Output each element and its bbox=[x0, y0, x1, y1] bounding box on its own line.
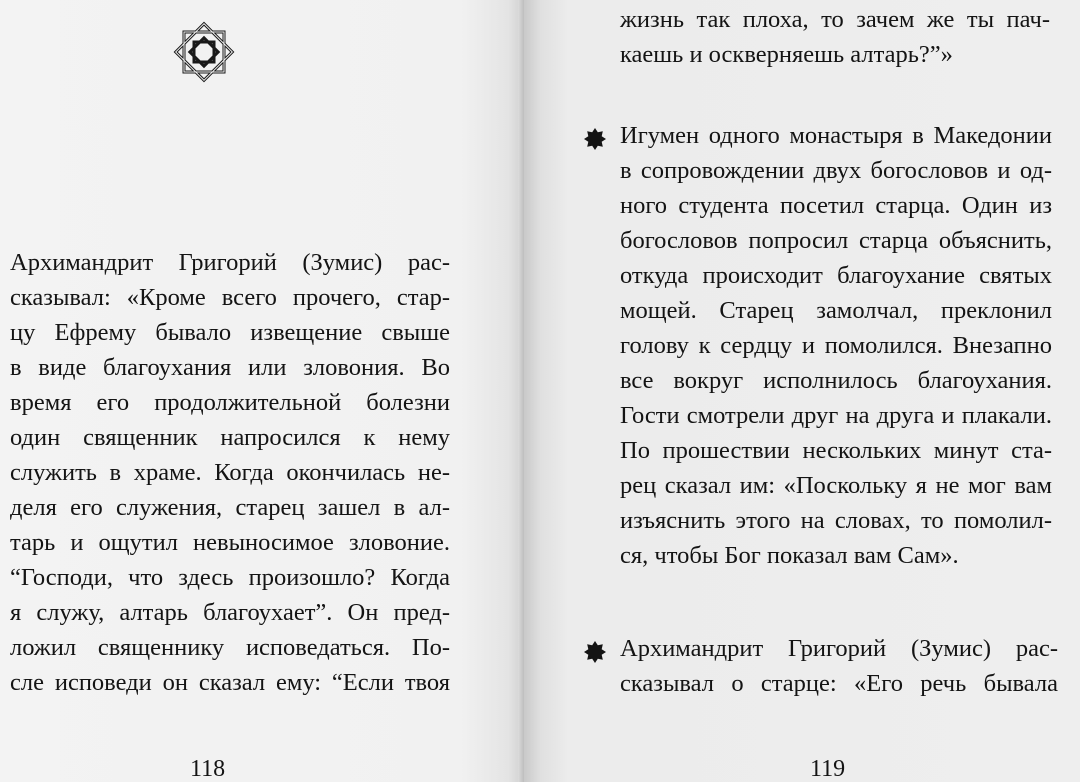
right-paragraph-1 bbox=[620, 118, 1052, 573]
left-page bbox=[0, 0, 524, 782]
text-line: “Господи, что здесь произошло? Когда bbox=[10, 564, 450, 591]
text-line: служить в храме. Когда окончилась не- bbox=[10, 459, 450, 486]
text-line: Архимандрит Григорий (Зумис) рас- bbox=[620, 635, 1058, 662]
text-line: откуда происходит благоухание святых bbox=[620, 262, 1052, 289]
text-line: сле исповеди он сказал ему: “Если твоя bbox=[10, 669, 450, 696]
text-line: все вокруг исполнилось благоухания. bbox=[620, 367, 1052, 394]
page-number-left: 118 bbox=[190, 756, 226, 782]
eight-point-star-bullet-icon bbox=[584, 641, 606, 663]
text-line: Архимандрит Григорий (Зумис) рас- bbox=[10, 249, 450, 276]
text-line: рец сказал им: «Поскольку я не мог вам bbox=[620, 472, 1052, 499]
text-line: изъяснить этого на словах, то помолил- bbox=[620, 507, 1052, 534]
text-line: Игумен одного монастыря в Македонии bbox=[620, 122, 1052, 149]
text-line: в виде благоухания или зловония. Во bbox=[10, 354, 450, 381]
page-number-right: 119 bbox=[810, 756, 846, 782]
text-line: богословов попросил старца объяснить, bbox=[620, 227, 1052, 254]
text-line: сказывал: «Кроме всего прочего, стар- bbox=[10, 284, 450, 311]
text-line: По прошествии нескольких минут ста- bbox=[620, 437, 1052, 464]
text-line: мощей. Старец замолчал, преклонил bbox=[620, 297, 1052, 324]
text-line: ложил священнику исповедаться. По- bbox=[10, 634, 450, 661]
text-line: каешь и оскверняешь алтарь?”» bbox=[620, 41, 953, 68]
interlaced-knot-ornament-icon bbox=[170, 18, 238, 86]
left-body-text bbox=[10, 245, 450, 700]
text-line: голову к сердцу и помолился. Внезапно bbox=[620, 332, 1052, 359]
text-line: время его продолжительной болезни bbox=[10, 389, 450, 416]
text-line: один священник напросился к нему bbox=[10, 424, 450, 451]
eight-point-star-bullet-icon bbox=[584, 128, 606, 150]
right-page bbox=[524, 0, 1080, 782]
text-line: сказывал о старце: «Его речь бывала bbox=[620, 670, 1058, 697]
text-line: ся, чтобы Бог показал вам Сам». bbox=[620, 542, 959, 569]
right-continuation-text bbox=[620, 2, 1050, 72]
text-line: я служу, алтарь благоухает”. Он пред- bbox=[10, 599, 450, 626]
text-line: тарь и ощутил невыносимое зловоние. bbox=[10, 529, 450, 556]
text-line: в сопровождении двух богословов и од- bbox=[620, 157, 1052, 184]
text-line: жизнь так плоха, то зачем же ты пач- bbox=[620, 6, 1050, 33]
text-line: ного студента посетил старца. Один из bbox=[620, 192, 1052, 219]
text-line: деля его служения, старец зашел в ал- bbox=[10, 494, 450, 521]
text-line: Гости смотрели друг на друга и плакали. bbox=[620, 402, 1052, 429]
text-line: цу Ефрему бывало извещение свыше bbox=[10, 319, 450, 346]
right-paragraph-2 bbox=[620, 631, 1058, 701]
